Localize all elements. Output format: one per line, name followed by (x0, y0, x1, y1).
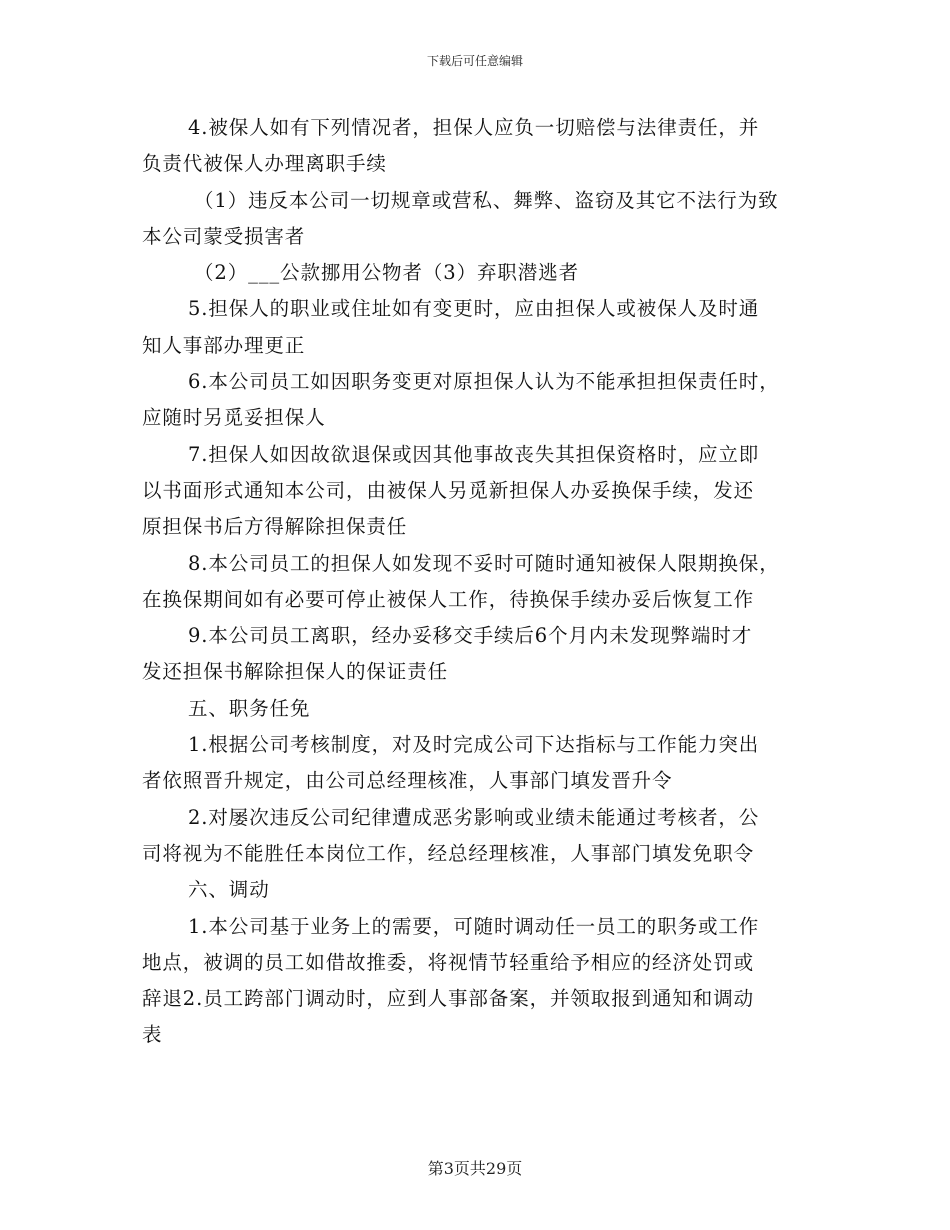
text-line: 8.本公司员工的担保人如发现不妥时可随时通知被保人限期换保， (188, 551, 780, 575)
text-line: 1.本公司基于业务上的需要，可随时调动任一员工的职务或工作 (188, 914, 760, 938)
text-line: 5.担保人的职业或住址如有变更时，应由担保人或被保人及时通 (188, 297, 760, 321)
text-line: 原担保书后方得解除担保责任 (142, 515, 408, 539)
text-line: 6.本公司员工如因职务变更对原担保人认为不能承担担保责任时， (188, 370, 780, 394)
text-line: 1.根据公司考核制度，对及时完成公司下达指标与工作能力突出 (188, 733, 760, 757)
text-line: 者依照晋升规定，由公司总经理核准，人事部门填发晋升令 (142, 769, 673, 793)
text-line: 司将视为不能胜任本岗位工作，经总经理核准，人事部门填发免职令 (142, 841, 755, 865)
section-heading: 六、调动 (188, 878, 270, 902)
text-line: （2）___公款挪用公物者（3）弃职潜逃者 (194, 261, 579, 285)
document-body (142, 110, 812, 1054)
text-line: 发还担保书解除担保人的保证责任 (142, 660, 449, 684)
text-line: 知人事部办理更正 (142, 333, 306, 357)
text-line: 应随时另觅妥担保人 (142, 406, 326, 430)
text-line: 负责代被保人办理离职手续 (142, 152, 387, 176)
text-line: 在换保期间如有必要可停止被保人工作，待换保手续办妥后恢复工作 (142, 587, 755, 611)
page-number: 第3页共29页 (427, 1159, 523, 1178)
text-line: 以书面形式通知本公司，由被保人另觅新担保人办妥换保手续，发还 (142, 478, 755, 502)
text-line: 表 (142, 1023, 163, 1047)
text-line: （1）违反本公司一切规章或营私、舞弊、盗窃及其它不法行为致 (194, 188, 779, 212)
text-line: 辞退2.员工跨部门调动时，应到人事部备案，并领取报到通知和调动 (142, 987, 755, 1011)
text-line: 2.对屡次违反公司纪律遭成恶劣影响或业绩未能通过考核者，公 (188, 805, 760, 829)
text-line: 7.担保人如因故欲退保或因其他事故丧失其担保资格时，应立即 (188, 442, 760, 466)
text-line: 地点，被调的员工如借故推委，将视情节轻重给予相应的经济处罚或 (142, 950, 755, 974)
text-line: 4.被保人如有下列情况者，担保人应负一切赔偿与法律责任，并 (188, 116, 760, 139)
page-header: 下载后可任意编辑 (426, 54, 523, 68)
section-heading: 五、职务任免 (188, 696, 311, 720)
text-line: 9.本公司员工离职，经办妥移交手续后6个月内未发现弊端时才 (188, 624, 753, 648)
text-line: 本公司蒙受损害者 (142, 224, 306, 248)
